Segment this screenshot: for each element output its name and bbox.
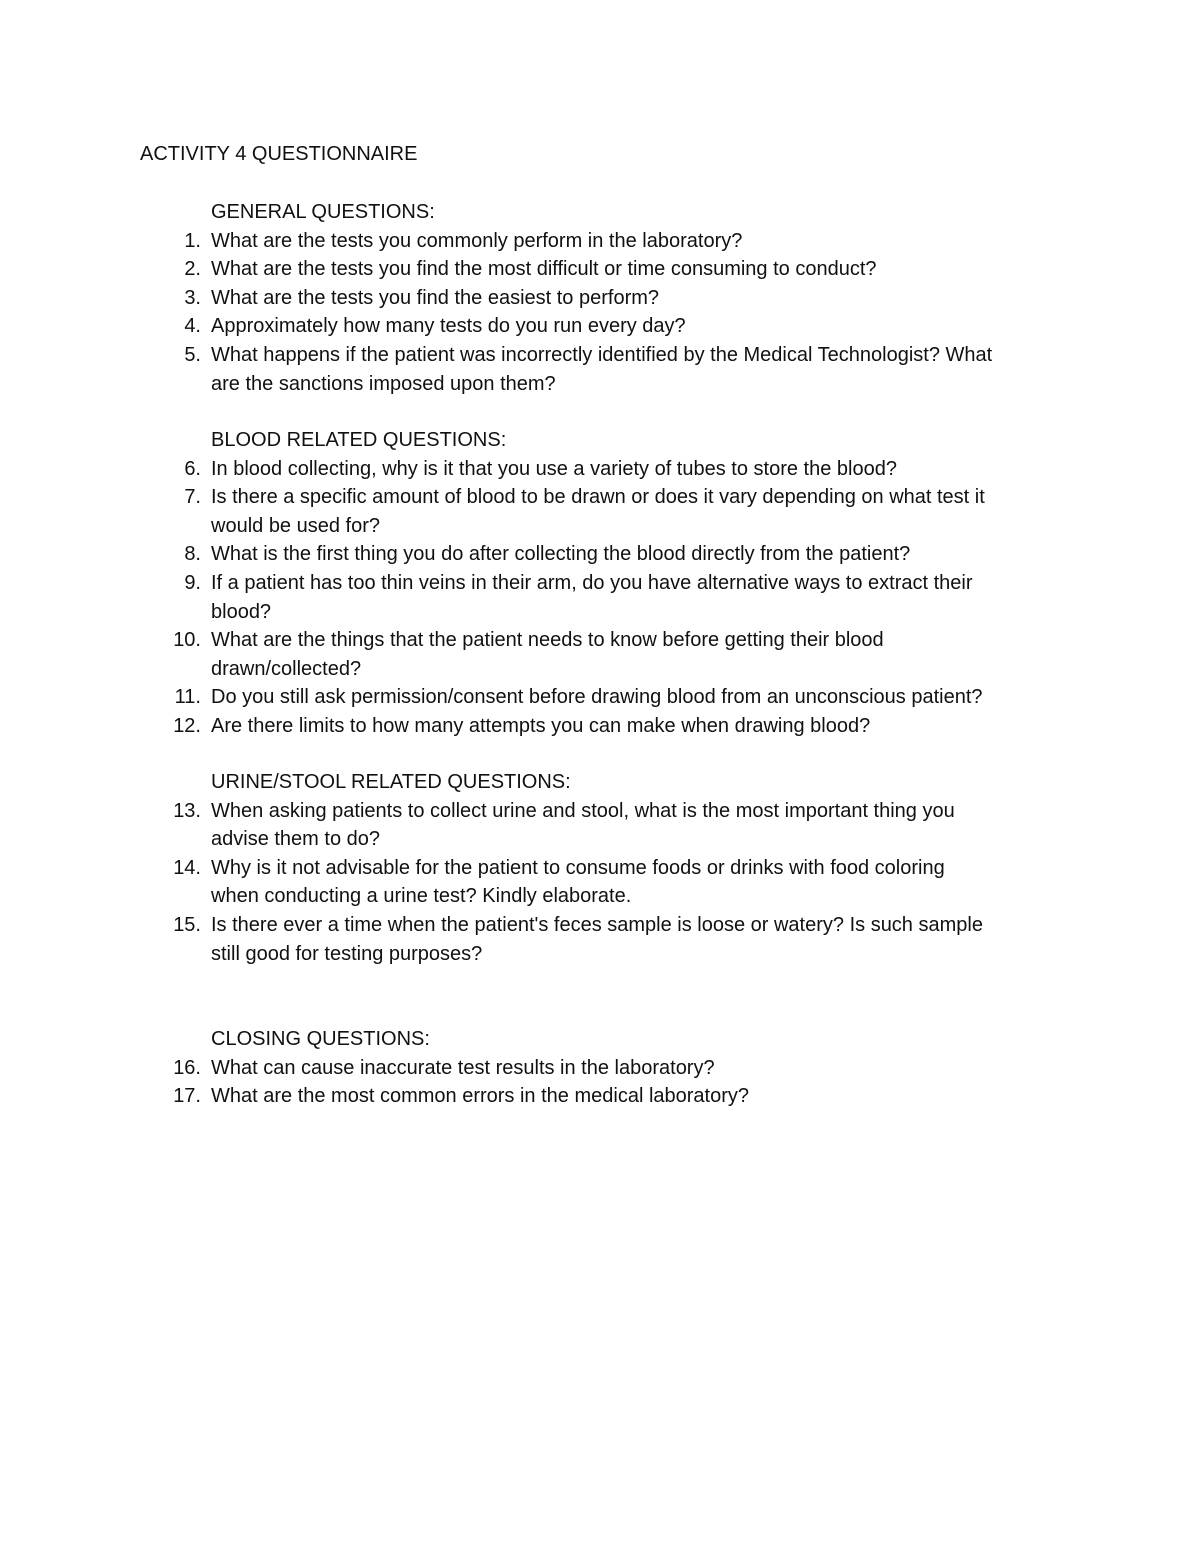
question-text-line: would be used for? [211,514,381,537]
question-text-line: What is the first thing you do after collecting the blood directly from the patient? [211,543,911,566]
question-text-line: Why is it not advisable for the patient to consume foods or drinks with food coloring [211,856,945,879]
question-text [211,569,1071,626]
document-title: ACTIVITY 4 QUESTIONNAIRE [140,143,418,165]
question-text-line: When asking patients to collect urine and stool, what is the most important thing you [211,799,955,822]
question-item [0,854,1200,911]
question-text-line: What are the things that the patient needs to know before getting their blood [211,629,884,652]
question-item [0,455,1200,484]
question-text-line: blood? [211,600,272,623]
question-number: 2. [184,258,201,281]
question-text [211,683,1071,712]
question-text [211,1054,1071,1083]
question-number: 6. [184,457,201,480]
question-item [0,1054,1200,1083]
question-text [211,455,1071,484]
question-item [0,626,1200,683]
question-text-line: Are there limits to how many attempts you can make when drawing blood? [211,714,871,737]
question-text [211,255,1071,284]
question-text [211,312,1071,341]
section-heading: GENERAL QUESTIONS: [211,201,435,223]
question-number: 5. [184,343,201,366]
question-text-line: Do you still ask permission/consent before drawing blood from an unconscious patient? [211,686,983,709]
question-text-line: still good for testing purposes? [211,942,483,965]
question-text [211,540,1071,569]
question-text-line: What are the tests you commonly perform in the laboratory? [211,229,743,252]
question-item [0,1082,1200,1111]
question-number: 14. [173,856,201,879]
question-number: 9. [184,571,201,594]
question-text-line: What are the most common errors in the medical laboratory? [211,1085,749,1108]
question-text-line: If a patient has too thin veins in their arm, do you have alternative ways to extract their [211,571,973,594]
question-text-line: advise them to do? [211,828,380,851]
question-text-line: Is there ever a time when the patient's feces sample is loose or watery? Is such sample [211,913,983,936]
question-item [0,683,1200,712]
question-list [0,455,1200,741]
question-number: 11. [174,686,201,709]
section-heading: URINE/STOOL RELATED QUESTIONS: [211,771,571,793]
question-item [0,569,1200,626]
question-number: 7. [184,486,201,509]
question-list [0,1054,1200,1111]
question-text-line: What happens if the patient was incorrectly identified by the Medical Technologist? What [211,343,993,366]
question-item [0,483,1200,540]
question-text [211,483,1071,540]
question-item [0,341,1200,398]
question-text-line: when conducting a urine test? Kindly elaborate. [211,885,632,908]
question-number: 4. [184,315,201,338]
question-text-line: drawn/collected? [211,657,362,680]
question-item [0,911,1200,968]
question-text [211,1082,1071,1111]
question-item [0,284,1200,313]
question-list [0,227,1200,399]
question-number: 17. [173,1085,201,1108]
question-item [0,255,1200,284]
question-number: 13. [173,799,201,822]
question-item [0,312,1200,341]
question-text [211,911,1071,968]
section-heading: BLOOD RELATED QUESTIONS: [211,429,507,451]
question-text [211,712,1071,741]
question-text-line: What are the tests you find the easiest to perform? [211,286,660,309]
question-number: 12. [173,714,201,737]
question-item [0,712,1200,741]
question-text [211,284,1071,313]
question-text-line: What are the tests you find the most difficult or time consuming to conduct? [211,258,877,281]
question-number: 8. [184,543,201,566]
question-text [211,227,1071,256]
question-item [0,797,1200,854]
question-text-line: In blood collecting, why is it that you use a variety of tubes to store the blood? [211,457,897,480]
question-item [0,540,1200,569]
question-text [211,854,1071,911]
question-text-line: What can cause inaccurate test results in the laboratory? [211,1056,715,1079]
question-text-line: are the sanctions imposed upon them? [211,372,556,395]
question-text [211,797,1071,854]
question-text [211,341,1071,398]
question-number: 10. [173,629,201,652]
question-item [0,227,1200,256]
question-text-line: Is there a specific amount of blood to be drawn or does it vary depending on what test it [211,486,985,509]
question-number: 1. [184,229,201,252]
question-number: 3. [184,286,201,309]
question-list [0,797,1200,969]
question-number: 16. [173,1056,201,1079]
question-text-line: Approximately how many tests do you run every day? [211,315,686,338]
section-heading: CLOSING QUESTIONS: [211,1028,430,1050]
question-number: 15. [173,913,201,936]
question-text [211,626,1071,683]
